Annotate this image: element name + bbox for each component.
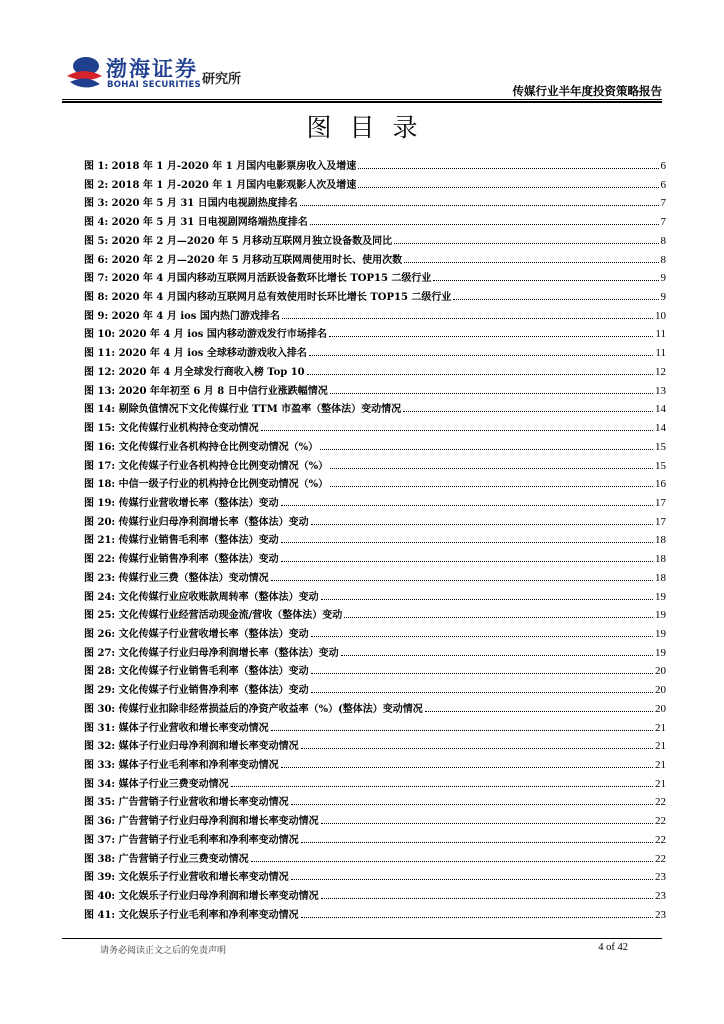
- toc-entry-label: 图 33: 媒体子行业毛利率和净利率变动情况: [84, 760, 279, 771]
- toc-entry-page: 20: [655, 702, 666, 715]
- toc-entry-page: 14: [655, 403, 666, 416]
- toc-entry-page: 12: [655, 365, 666, 378]
- toc-entry-page: 17: [655, 515, 666, 528]
- toc-entry-label: 图 13: 2020 年年初至 6 月 8 日中信行业涨跌幅情况: [84, 385, 328, 397]
- toc-entry[interactable]: [84, 157, 666, 176]
- toc-entry-page: 21: [655, 759, 666, 771]
- toc-entry[interactable]: [84, 251, 666, 270]
- toc-entry[interactable]: [84, 531, 666, 550]
- dot-leader: [311, 524, 653, 525]
- toc-entry-page: 9: [660, 272, 666, 285]
- dot-leader: [301, 842, 653, 843]
- toc-entry-label: 图 32: 媒体子行业归母净利润和增长率变动情况: [84, 741, 299, 753]
- toc-entry-label: 图 34: 媒体子行业三费变动情况: [84, 778, 229, 790]
- dot-leader: [271, 580, 653, 581]
- dot-leader: [310, 224, 659, 225]
- toc-entry-page: 23: [655, 871, 666, 884]
- toc-entry[interactable]: [84, 232, 666, 251]
- toc-entry-label: 图 21: 传媒行业销售毛利率（整体法）变动: [84, 535, 279, 547]
- toc-entry-label: 图 20: 传媒行业归母净利润增长率（整体法）变动: [84, 516, 309, 528]
- toc-entry-page: 6: [660, 178, 666, 191]
- toc-entry-page: 18: [655, 534, 666, 547]
- toc-entry[interactable]: [84, 793, 666, 812]
- page-title: 图目录: [306, 113, 436, 142]
- dot-leader: [281, 767, 653, 768]
- toc-entry-page: 7: [660, 216, 666, 229]
- toc-entry[interactable]: [84, 550, 666, 569]
- toc-entry-label: 图 35: 广告营销子行业营收和增长率变动情况: [84, 797, 289, 809]
- toc-entry[interactable]: [84, 868, 666, 887]
- dot-leader: [300, 205, 659, 206]
- dot-leader: [281, 561, 653, 562]
- toc-entry-page: 16: [655, 478, 666, 491]
- toc-entry-page: 8: [660, 253, 666, 266]
- toc-entry-label: 图 28: 文化传媒子行业销售毛利率（整体法）变动: [84, 666, 309, 678]
- toc-entry-label: 图 19: 传媒行业营收增长率（整体法）变动: [84, 497, 279, 509]
- toc-entry[interactable]: [84, 382, 666, 401]
- toc-entry[interactable]: [84, 419, 666, 438]
- toc-entry-label: 图 22: 传媒行业销售净利率（整体法）变动: [84, 554, 279, 566]
- page-header: [0, 0, 724, 100]
- toc-entry-page: 8: [660, 234, 666, 247]
- toc-entry-page: 15: [655, 440, 666, 453]
- toc-entry[interactable]: [84, 756, 666, 775]
- toc-entry[interactable]: [84, 513, 666, 532]
- toc-entry-page: 20: [655, 684, 666, 697]
- toc-entry[interactable]: [84, 625, 666, 644]
- toc-entry-label: 图 3: 2020 年 5 月 31 日国内电视剧热度排名: [84, 198, 298, 210]
- toc-entry-label: 图 1: 2018 年 1 月-2020 年 1 月国内电影票房收入及增速: [84, 161, 357, 172]
- toc-entry-label: 图 12: 2020 年 4 月全球发行商收入榜 Top 10: [84, 366, 305, 378]
- toc-entry-label: 图 24: 文化传媒行业应收账款周转率（整体法）变动: [84, 591, 319, 603]
- toc-entry-page: 18: [655, 553, 666, 566]
- header-divider-thick: [62, 101, 662, 103]
- dot-leader: [321, 599, 653, 600]
- toc-entry[interactable]: [84, 194, 666, 213]
- report-title: 传媒行业半年度投资策略报告: [512, 84, 662, 98]
- dot-leader: [404, 262, 658, 263]
- toc-entry-label: 图 38: 广告营销子行业三费变动情况: [84, 853, 249, 865]
- dot-leader: [251, 861, 653, 862]
- toc-entry-label: 图 11: 2020 年 4 月 ios 全球移动游戏收入排名: [84, 348, 307, 360]
- toc-entry[interactable]: [84, 644, 666, 663]
- toc-entry[interactable]: [84, 831, 666, 850]
- toc-entry[interactable]: [84, 213, 666, 232]
- toc-entry[interactable]: [84, 606, 666, 625]
- toc-entry[interactable]: [84, 494, 666, 513]
- toc-entry[interactable]: [84, 700, 666, 719]
- toc-entry[interactable]: [84, 475, 666, 494]
- toc-entry-page: 17: [655, 496, 666, 509]
- dot-leader: [330, 393, 653, 394]
- toc-entry-label: 图 25: 文化传媒行业经营活动现金流/营收（整体法）变动: [84, 610, 343, 622]
- toc-entry-page: 23: [655, 908, 666, 921]
- toc-entry-label: 图 36: 广告营销子行业归母净利润和增长率变动情况: [84, 816, 319, 828]
- toc-entry-page: 23: [655, 890, 666, 903]
- dot-leader: [311, 636, 653, 637]
- dot-leader: [358, 168, 658, 169]
- toc-entry[interactable]: [84, 906, 666, 925]
- toc-entry-page: 19: [655, 609, 666, 622]
- toc-entry-label: 图 31: 媒体子行业营收和增长率变动情况: [84, 722, 269, 734]
- dot-leader: [321, 823, 653, 824]
- toc-entry-page: 13: [655, 384, 666, 397]
- toc-entry-page: 19: [655, 590, 666, 603]
- toc-entry[interactable]: [84, 662, 666, 681]
- figure-list: [84, 157, 666, 924]
- logo-english-name: BOHAI SECURITIES: [107, 80, 201, 90]
- dot-leader: [311, 673, 653, 674]
- toc-entry[interactable]: [84, 269, 666, 288]
- dot-leader: [341, 655, 653, 656]
- toc-entry-page: 19: [655, 627, 666, 640]
- dot-leader: [311, 692, 653, 693]
- bohai-logo-icon: [64, 54, 104, 92]
- toc-entry-page: 6: [660, 160, 666, 172]
- toc-entry-page: 14: [655, 422, 666, 435]
- dot-leader: [425, 711, 653, 712]
- dot-leader: [281, 542, 653, 543]
- toc-entry[interactable]: [84, 325, 666, 344]
- toc-entry-page: 9: [660, 291, 666, 304]
- toc-entry-label: 图 18: 中信一级子行业的机构持仓比例变动情况（%）: [84, 479, 329, 491]
- toc-entry[interactable]: [84, 344, 666, 363]
- toc-entry-label: 图 37: 广告营销子行业毛利率和净利率变动情况: [84, 834, 299, 846]
- toc-entry-label: 图 2: 2018 年 1 月-2020 年 1 月国内电影观影人次及增速: [84, 179, 357, 191]
- toc-entry-label: 图 16: 文化传媒行业各机构持仓比例变动情况（%）: [84, 441, 319, 453]
- toc-entry-page: 19: [655, 646, 666, 659]
- toc-entry-label: 图 8: 2020 年 4 月国内移动互联网月总有效使用时长环比增长 TOP15 二级行业: [84, 292, 452, 304]
- dot-leader: [291, 804, 653, 805]
- disclaimer-note: 请务必阅读正文之后的免责声明: [100, 946, 227, 956]
- toc-entry[interactable]: [84, 438, 666, 457]
- toc-entry-page: 20: [655, 665, 666, 678]
- dot-leader: [281, 505, 653, 506]
- toc-entry-label: 图 9: 2020 年 4 月 ios 国内热门游戏排名: [84, 310, 280, 322]
- header-divider: [62, 99, 662, 100]
- toc-entry-label: 图 23: 传媒行业三费（整体法）变动情况: [84, 572, 269, 584]
- toc-entry[interactable]: [84, 176, 666, 195]
- toc-entry-page: 22: [655, 833, 666, 846]
- toc-entry-page: 7: [660, 197, 666, 210]
- toc-entry-label: 图 7: 2020 年 4 月国内移动互联网月活跃设备数环比增长 TOP15 二级行业: [84, 273, 432, 285]
- toc-entry[interactable]: [84, 812, 666, 831]
- dot-leader: [344, 617, 653, 618]
- dot-leader: [291, 879, 653, 880]
- toc-entry-page: 11: [655, 328, 666, 341]
- dot-leader: [403, 411, 653, 412]
- dot-leader: [321, 898, 653, 899]
- toc-entry-label: 图 10: 2020 年 4 月 ios 国内移动游戏发行市场排名: [84, 329, 327, 341]
- toc-entry-label: 图 30: 传媒行业扣除非经常损益后的净资产收益率（%）(整体法）变动情况: [84, 703, 423, 715]
- toc-entry-page: 21: [655, 777, 666, 790]
- toc-entry[interactable]: [84, 588, 666, 607]
- dot-leader: [358, 187, 658, 188]
- toc-entry[interactable]: [84, 457, 666, 476]
- toc-entry[interactable]: [84, 719, 666, 738]
- toc-entry[interactable]: [84, 681, 666, 700]
- toc-entry-label: 图 39: 文化娱乐子行业营收和增长率变动情况: [84, 872, 289, 884]
- toc-entry-page: 22: [655, 815, 666, 828]
- dot-leader: [394, 243, 658, 244]
- dot-leader: [320, 449, 653, 450]
- toc-entry-page: 10: [655, 309, 666, 322]
- toc-entry-label: 图 17: 文化传媒子行业各机构持仓比例变动情况（%）: [84, 460, 329, 472]
- dot-leader: [307, 374, 653, 375]
- toc-entry-label: 图 26: 文化传媒子行业营收增长率（整体法）变动: [84, 628, 309, 640]
- toc-entry-label: 图 41: 文化娱乐子行业毛利率和净利率变动情况: [84, 909, 299, 921]
- logo-chinese-name: 渤海证券: [106, 56, 198, 81]
- dot-leader: [301, 748, 653, 749]
- toc-entry-page: 11: [655, 347, 666, 360]
- toc-entry-label: 图 29: 文化传媒子行业销售净利率（整体法）变动: [84, 685, 309, 697]
- toc-entry[interactable]: [84, 288, 666, 307]
- dot-leader: [231, 786, 653, 787]
- toc-entry[interactable]: [84, 775, 666, 794]
- dot-leader: [453, 299, 658, 300]
- toc-entry-page: 15: [655, 459, 666, 472]
- footer-divider: [62, 938, 662, 939]
- dot-leader: [433, 280, 658, 281]
- toc-entry-page: 22: [655, 852, 666, 865]
- toc-entry[interactable]: [84, 363, 666, 382]
- company-logo: [64, 52, 264, 96]
- dot-leader: [330, 468, 653, 469]
- toc-entry-label: 图 6: 2020 年 2 月—2020 年 5 月移动互联网周使用时长、使用次数: [84, 254, 403, 266]
- dot-leader: [271, 730, 653, 731]
- toc-entry-page: 21: [655, 721, 666, 734]
- toc-entry-page: 21: [655, 740, 666, 753]
- toc-entry-label: 图 15: 文化传媒行业机构持仓变动情况: [84, 423, 259, 435]
- toc-entry[interactable]: [84, 400, 666, 419]
- toc-entry-label: 图 4: 2020 年 5 月 31 日电视剧网络端热度排名: [84, 217, 308, 229]
- toc-entry-label: 图 40: 文化娱乐子行业归母净利润和增长率变动情况: [84, 891, 319, 903]
- toc-entry[interactable]: [84, 887, 666, 906]
- dot-leader: [282, 318, 653, 319]
- toc-entry[interactable]: [84, 307, 666, 326]
- toc-entry[interactable]: [84, 850, 666, 869]
- dot-leader: [261, 430, 653, 431]
- toc-entry[interactable]: [84, 737, 666, 756]
- toc-entry-label: 图 14: 剔除负值情况下文化传媒行业 TTM 市盈率（整体法）变动情况: [84, 404, 402, 416]
- dot-leader: [329, 336, 654, 337]
- toc-entry-label: 图 5: 2020 年 2 月—2020 年 5 月移动互联网月独立设备数及同比: [84, 235, 393, 247]
- dot-leader: [301, 917, 653, 918]
- dot-leader: [330, 486, 653, 487]
- toc-entry-page: 22: [655, 796, 666, 809]
- toc-entry-page: 18: [655, 571, 666, 584]
- toc-entry-label: 图 27: 文化传媒子行业归母净利润增长率（整体法）变动: [84, 647, 339, 659]
- toc-entry[interactable]: [84, 569, 666, 588]
- page-number: 4 of 42: [598, 942, 628, 953]
- dot-leader: [309, 355, 654, 356]
- institute-label: 研究所: [202, 72, 242, 87]
